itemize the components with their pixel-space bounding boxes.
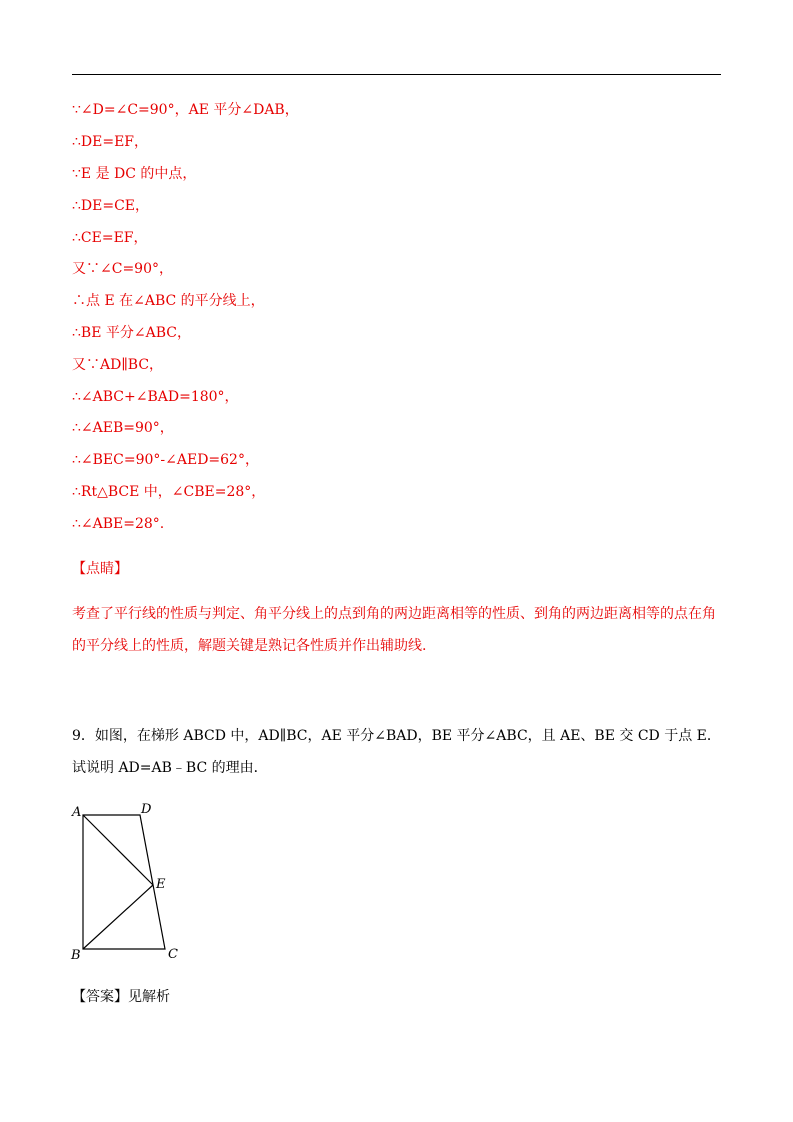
segment-be: [83, 885, 153, 949]
proof-line: ∴∠ABE=28°.: [72, 516, 165, 532]
proof-line: ∴∠AEB=90°，: [72, 420, 174, 436]
answer-text: 【答案】见解析: [72, 989, 170, 1005]
proof-line: ∴DE=CE，: [72, 198, 150, 214]
proof-line: ∴BE 平分∠ABC，: [72, 325, 191, 341]
trapezoid-abcd: [83, 815, 165, 949]
label-b: B: [71, 948, 81, 963]
proof-line: ∴∠ABC+∠BAD=180°，: [72, 389, 239, 405]
comment-text: 考查了平行线的性质与判定、角平分线上的点到角的两边距离相等的性质、到角的两边距离相等的点在角的平分线上的性质，解题关键是熟记各性质并作出辅助线.: [72, 606, 716, 654]
header-rule: [72, 74, 721, 75]
label-e: E: [156, 877, 166, 892]
proof-line: ∵E 是 DC 的中点，: [72, 166, 197, 182]
proof-line: ∴CE=EF，: [72, 230, 148, 246]
proof-line: 又∵AD∥BC，: [72, 357, 164, 373]
trapezoid-figure: [66, 800, 196, 970]
proof-line: ∴点 E 在∠ABC 的平分线上，: [72, 293, 265, 309]
label-c: C: [168, 947, 178, 962]
label-d: D: [141, 802, 152, 817]
proof-line: 又∵∠C=90°，: [72, 261, 173, 277]
comment-heading: 【点睛】: [72, 561, 128, 577]
proof-line: ∴∠BEC=90°-∠AED=62°，: [72, 452, 259, 468]
label-a: A: [72, 805, 82, 820]
proof-line: ∵∠D=∠C=90°，AE 平分∠DAB，: [72, 102, 299, 118]
proof-line: ∴Rt△BCE 中，∠CBE=28°，: [72, 484, 266, 500]
proof-line: ∴DE=EF，: [72, 134, 149, 150]
question-text: 9．如图，在梯形 ABCD 中，AD∥BC，AE 平分∠BAD，BE 平分∠ABC，且 AE、BE 交 CD 于点 E．试说明 AD=AB﹣BC 的理由．: [72, 728, 721, 776]
